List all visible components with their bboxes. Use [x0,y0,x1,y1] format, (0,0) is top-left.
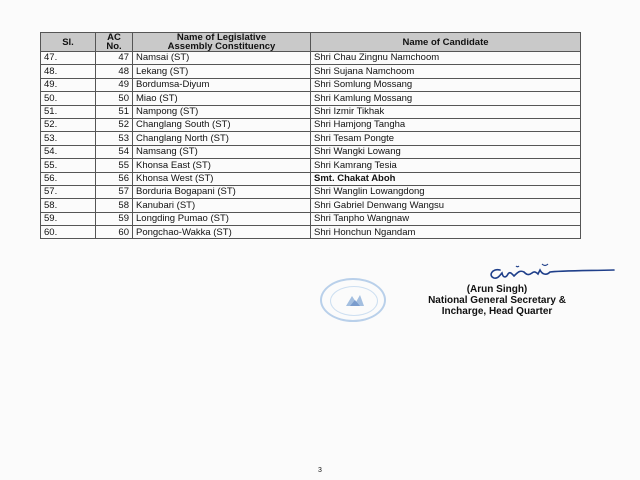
cell-sl: 57. [41,185,96,198]
candidate-table [40,32,581,239]
table-row [41,145,581,158]
cell-candidate: Shri Kamrang Tesia [311,159,581,172]
cell-sl: 59. [41,212,96,225]
cell-candidate: Shri Wangki Lowang [311,145,581,158]
cell-ac-no: 53 [96,132,133,145]
table-row [41,78,581,91]
cell-candidate: Shri Izmir Tikhak [311,105,581,118]
cell-constituency: Kanubari (ST) [133,199,311,212]
cell-ac-no: 55 [96,159,133,172]
header-sl [41,33,96,52]
table-row [41,118,581,131]
cell-sl: 58. [41,199,96,212]
cell-constituency: Borduria Bogapani (ST) [133,185,311,198]
cell-constituency: Pongchao-Wakka (ST) [133,226,311,239]
header-constituency-line1: Name of Legislative [176,32,267,43]
table-row [41,132,581,145]
cell-candidate: Shri Wanglin Lowangdong [311,185,581,198]
table-row [41,92,581,105]
signatory-title-line2: Incharge, Head Quarter [441,306,553,317]
cell-candidate: Shri Tanpho Wangnaw [311,212,581,225]
table-row [41,65,581,78]
cell-ac-no: 52 [96,118,133,131]
cell-ac-no: 60 [96,226,133,239]
cell-constituency: Nampong (ST) [133,105,311,118]
header-row [41,33,581,52]
cell-constituency: Namsang (ST) [133,145,311,158]
cell-sl: 53. [41,132,96,145]
cell-ac-no: 57 [96,185,133,198]
cell-sl: 51. [41,105,96,118]
cell-candidate: Shri Kamlung Mossang [311,92,581,105]
header-sl-label: Sl. [62,36,74,48]
header-candidate [311,33,581,52]
cell-constituency: Changlang North (ST) [133,132,311,145]
header-constituency [133,33,311,52]
table-row [41,52,581,65]
cell-ac-no: 59 [96,212,133,225]
cell-sl: 56. [41,172,96,185]
cell-constituency: Bordumsa-Diyum [133,78,311,91]
cell-sl: 49. [41,78,96,91]
cell-candidate: Smt. Chakat Aboh [311,172,581,185]
cell-candidate: Shri Honchun Ngandam [311,226,581,239]
table-row [41,172,581,185]
party-seal [320,278,386,322]
cell-ac-no: 49 [96,78,133,91]
cell-candidate: Shri Hamjong Tangha [311,118,581,131]
cell-sl: 60. [41,226,96,239]
table-row [41,212,581,225]
header-ac-line2: No. [106,41,122,52]
page-number: 3 [318,467,322,474]
cell-constituency: Khonsa West (ST) [133,172,311,185]
table-row [41,185,581,198]
cell-candidate: Shri Gabriel Denwang Wangsu [311,199,581,212]
cell-constituency: Khonsa East (ST) [133,159,311,172]
lotus-emblem-icon [344,292,366,308]
signatory-title-line1: National General Secretary & [428,295,566,306]
table-body [41,52,581,239]
cell-sl: 54. [41,145,96,158]
table-row [41,226,581,239]
cell-constituency: Longding Pumao (ST) [133,212,311,225]
cell-constituency: Miao (ST) [133,92,311,105]
cell-candidate: Shri Sujana Namchoom [311,65,581,78]
cell-constituency: Changlang South (ST) [133,118,311,131]
cell-sl: 52. [41,118,96,131]
table-row [41,199,581,212]
cell-ac-no: 56 [96,172,133,185]
cell-candidate: Shri Tesam Pongte [311,132,581,145]
cell-ac-no: 58 [96,199,133,212]
cell-ac-no: 48 [96,65,133,78]
header-candidate-label: Name of Candidate [402,36,489,48]
header-ac-line1: AC [107,32,121,43]
cell-sl: 48. [41,65,96,78]
cell-sl: 50. [41,92,96,105]
signatory-block [392,284,602,317]
header-constituency-line2: Assembly Constituency [167,41,276,52]
cell-constituency: Namsai (ST) [133,52,311,65]
cell-ac-no: 47 [96,52,133,65]
cell-ac-no: 54 [96,145,133,158]
header-ac-no [96,33,133,52]
cell-ac-no: 50 [96,92,133,105]
table-row [41,105,581,118]
table-row [41,159,581,172]
cell-candidate: Shri Somlung Mossang [311,78,581,91]
signatory-name: (Arun Singh) [466,284,528,295]
cell-sl: 47. [41,52,96,65]
cell-constituency: Lekang (ST) [133,65,311,78]
cell-candidate: Shri Chau Zingnu Namchoom [311,52,581,65]
table-header [41,33,581,52]
cell-sl: 55. [41,159,96,172]
cell-ac-no: 51 [96,105,133,118]
